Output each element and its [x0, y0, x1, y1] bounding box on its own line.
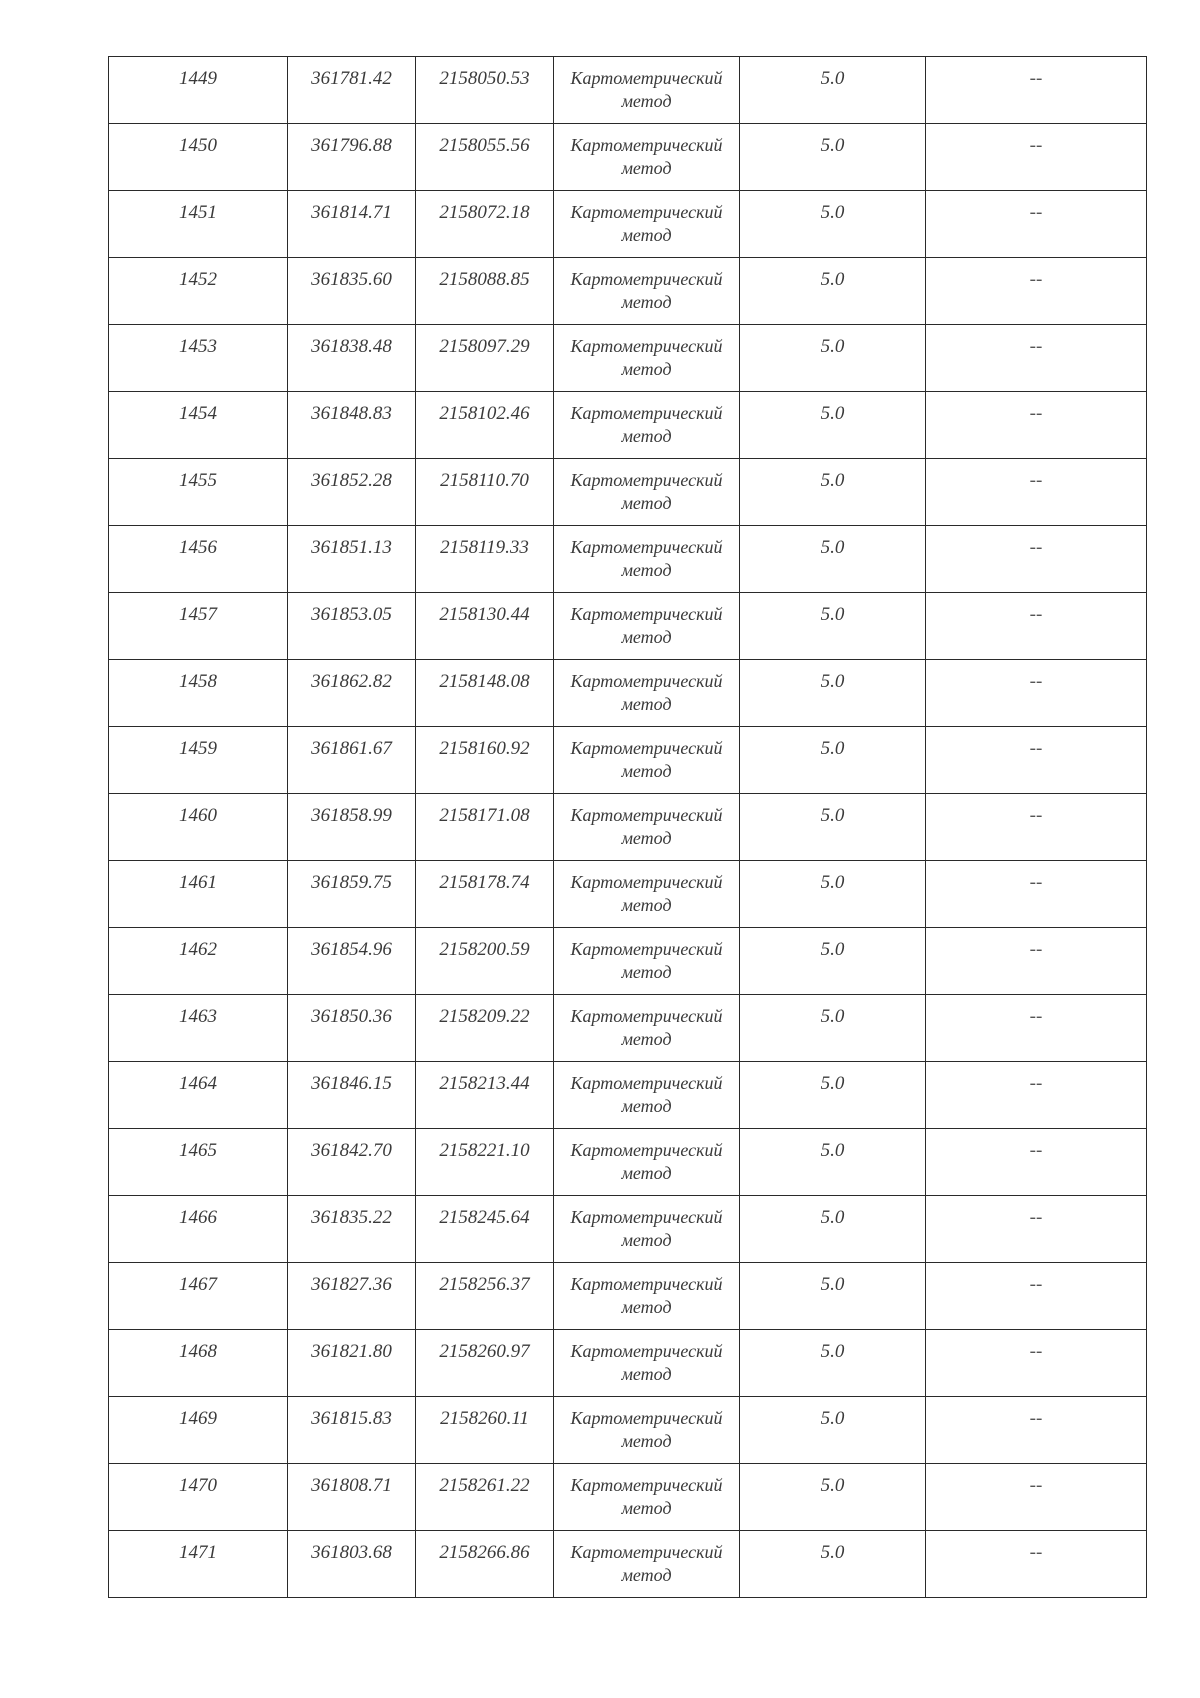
method-cell: Картометрический метод — [554, 124, 740, 191]
x-coordinate-cell: 361858.99 — [288, 794, 416, 861]
x-coordinate-cell: 361835.60 — [288, 258, 416, 325]
x-coordinate-cell: 361848.83 — [288, 392, 416, 459]
point-number-cell: 1471 — [109, 1531, 288, 1598]
accuracy-cell: 5.0 — [740, 1397, 926, 1464]
accuracy-cell: 5.0 — [740, 191, 926, 258]
table-row — [109, 1330, 1147, 1397]
table-row — [109, 861, 1147, 928]
point-number-cell: 1462 — [109, 928, 288, 995]
y-coordinate-cell: 2158119.33 — [416, 526, 554, 593]
accuracy-cell: 5.0 — [740, 995, 926, 1062]
accuracy-cell: 5.0 — [740, 526, 926, 593]
note-cell: -- — [926, 1062, 1147, 1129]
x-coordinate-cell: 361838.48 — [288, 325, 416, 392]
table-row — [109, 392, 1147, 459]
accuracy-cell: 5.0 — [740, 1129, 926, 1196]
method-cell: Картометрический метод — [554, 660, 740, 727]
accuracy-cell: 5.0 — [740, 124, 926, 191]
y-coordinate-cell: 2158072.18 — [416, 191, 554, 258]
y-coordinate-cell: 2158171.08 — [416, 794, 554, 861]
method-cell: Картометрический метод — [554, 995, 740, 1062]
y-coordinate-cell: 2158097.29 — [416, 325, 554, 392]
accuracy-cell: 5.0 — [740, 660, 926, 727]
table-row — [109, 124, 1147, 191]
x-coordinate-cell: 361827.36 — [288, 1263, 416, 1330]
method-cell: Картометрический метод — [554, 191, 740, 258]
table-row — [109, 928, 1147, 995]
accuracy-cell: 5.0 — [740, 1196, 926, 1263]
accuracy-cell: 5.0 — [740, 1464, 926, 1531]
table-row — [109, 727, 1147, 794]
method-cell: Картометрический метод — [554, 1196, 740, 1263]
table-row — [109, 1196, 1147, 1263]
point-number-cell: 1468 — [109, 1330, 288, 1397]
point-number-cell: 1466 — [109, 1196, 288, 1263]
note-cell: -- — [926, 1330, 1147, 1397]
table-row — [109, 1062, 1147, 1129]
point-number-cell: 1463 — [109, 995, 288, 1062]
note-cell: -- — [926, 727, 1147, 794]
method-cell: Картометрический метод — [554, 1062, 740, 1129]
note-cell: -- — [926, 1129, 1147, 1196]
point-number-cell: 1465 — [109, 1129, 288, 1196]
note-cell: -- — [926, 660, 1147, 727]
note-cell: -- — [926, 459, 1147, 526]
accuracy-cell: 5.0 — [740, 258, 926, 325]
note-cell: -- — [926, 1397, 1147, 1464]
method-cell: Картометрический метод — [554, 794, 740, 861]
note-cell: -- — [926, 392, 1147, 459]
table-row — [109, 593, 1147, 660]
note-cell: -- — [926, 593, 1147, 660]
y-coordinate-cell: 2158160.92 — [416, 727, 554, 794]
table-row — [109, 660, 1147, 727]
note-cell: -- — [926, 1531, 1147, 1598]
y-coordinate-cell: 2158245.64 — [416, 1196, 554, 1263]
accuracy-cell: 5.0 — [740, 1263, 926, 1330]
method-cell: Картометрический метод — [554, 727, 740, 794]
accuracy-cell: 5.0 — [740, 593, 926, 660]
point-number-cell: 1464 — [109, 1062, 288, 1129]
x-coordinate-cell: 361781.42 — [288, 57, 416, 124]
y-coordinate-cell: 2158130.44 — [416, 593, 554, 660]
y-coordinate-cell: 2158260.11 — [416, 1397, 554, 1464]
x-coordinate-cell: 361862.82 — [288, 660, 416, 727]
point-number-cell: 1458 — [109, 660, 288, 727]
table-row — [109, 325, 1147, 392]
method-cell: Картометрический метод — [554, 392, 740, 459]
table-row — [109, 1263, 1147, 1330]
point-number-cell: 1456 — [109, 526, 288, 593]
table-row — [109, 526, 1147, 593]
table-row — [109, 1531, 1147, 1598]
note-cell: -- — [926, 1464, 1147, 1531]
x-coordinate-cell: 361859.75 — [288, 861, 416, 928]
accuracy-cell: 5.0 — [740, 727, 926, 794]
method-cell: Картометрический метод — [554, 258, 740, 325]
table-row — [109, 1464, 1147, 1531]
y-coordinate-cell: 2158266.86 — [416, 1531, 554, 1598]
note-cell: -- — [926, 861, 1147, 928]
y-coordinate-cell: 2158088.85 — [416, 258, 554, 325]
point-number-cell: 1470 — [109, 1464, 288, 1531]
x-coordinate-cell: 361815.83 — [288, 1397, 416, 1464]
method-cell: Картометрический метод — [554, 1531, 740, 1598]
note-cell: -- — [926, 526, 1147, 593]
y-coordinate-cell: 2158261.22 — [416, 1464, 554, 1531]
x-coordinate-cell: 361808.71 — [288, 1464, 416, 1531]
method-cell: Картометрический метод — [554, 325, 740, 392]
method-cell: Картометрический метод — [554, 57, 740, 124]
note-cell: -- — [926, 928, 1147, 995]
x-coordinate-cell: 361803.68 — [288, 1531, 416, 1598]
note-cell: -- — [926, 124, 1147, 191]
y-coordinate-cell: 2158110.70 — [416, 459, 554, 526]
point-number-cell: 1449 — [109, 57, 288, 124]
y-coordinate-cell: 2158148.08 — [416, 660, 554, 727]
accuracy-cell: 5.0 — [740, 459, 926, 526]
accuracy-cell: 5.0 — [740, 325, 926, 392]
y-coordinate-cell: 2158200.59 — [416, 928, 554, 995]
point-number-cell: 1454 — [109, 392, 288, 459]
accuracy-cell: 5.0 — [740, 794, 926, 861]
table-row — [109, 191, 1147, 258]
x-coordinate-cell: 361850.36 — [288, 995, 416, 1062]
method-cell: Картометрический метод — [554, 1263, 740, 1330]
method-cell: Картометрический метод — [554, 459, 740, 526]
method-cell: Картометрический метод — [554, 1330, 740, 1397]
method-cell: Картометрический метод — [554, 861, 740, 928]
point-number-cell: 1452 — [109, 258, 288, 325]
y-coordinate-cell: 2158221.10 — [416, 1129, 554, 1196]
method-cell: Картометрический метод — [554, 1397, 740, 1464]
table-row — [109, 1397, 1147, 1464]
note-cell: -- — [926, 794, 1147, 861]
table-row — [109, 995, 1147, 1062]
x-coordinate-cell: 361821.80 — [288, 1330, 416, 1397]
point-number-cell: 1455 — [109, 459, 288, 526]
table-row — [109, 57, 1147, 124]
x-coordinate-cell: 361861.67 — [288, 727, 416, 794]
x-coordinate-cell: 361842.70 — [288, 1129, 416, 1196]
y-coordinate-cell: 2158209.22 — [416, 995, 554, 1062]
coordinates-table — [108, 56, 1147, 1598]
point-number-cell: 1469 — [109, 1397, 288, 1464]
method-cell: Картометрический метод — [554, 526, 740, 593]
note-cell: -- — [926, 57, 1147, 124]
accuracy-cell: 5.0 — [740, 1062, 926, 1129]
method-cell: Картометрический метод — [554, 928, 740, 995]
table-row — [109, 459, 1147, 526]
accuracy-cell: 5.0 — [740, 1531, 926, 1598]
point-number-cell: 1467 — [109, 1263, 288, 1330]
point-number-cell: 1460 — [109, 794, 288, 861]
y-coordinate-cell: 2158256.37 — [416, 1263, 554, 1330]
table-row — [109, 258, 1147, 325]
x-coordinate-cell: 361854.96 — [288, 928, 416, 995]
method-cell: Картометрический метод — [554, 1129, 740, 1196]
accuracy-cell: 5.0 — [740, 57, 926, 124]
note-cell: -- — [926, 1263, 1147, 1330]
note-cell: -- — [926, 325, 1147, 392]
note-cell: -- — [926, 258, 1147, 325]
point-number-cell: 1450 — [109, 124, 288, 191]
note-cell: -- — [926, 1196, 1147, 1263]
table-body — [109, 57, 1147, 1598]
y-coordinate-cell: 2158213.44 — [416, 1062, 554, 1129]
y-coordinate-cell: 2158055.56 — [416, 124, 554, 191]
y-coordinate-cell: 2158178.74 — [416, 861, 554, 928]
y-coordinate-cell: 2158102.46 — [416, 392, 554, 459]
x-coordinate-cell: 361796.88 — [288, 124, 416, 191]
x-coordinate-cell: 361846.15 — [288, 1062, 416, 1129]
note-cell: -- — [926, 191, 1147, 258]
x-coordinate-cell: 361851.13 — [288, 526, 416, 593]
y-coordinate-cell: 2158260.97 — [416, 1330, 554, 1397]
x-coordinate-cell: 361814.71 — [288, 191, 416, 258]
x-coordinate-cell: 361852.28 — [288, 459, 416, 526]
point-number-cell: 1461 — [109, 861, 288, 928]
accuracy-cell: 5.0 — [740, 928, 926, 995]
accuracy-cell: 5.0 — [740, 392, 926, 459]
method-cell: Картометрический метод — [554, 593, 740, 660]
table-row — [109, 1129, 1147, 1196]
point-number-cell: 1451 — [109, 191, 288, 258]
point-number-cell: 1457 — [109, 593, 288, 660]
method-cell: Картометрический метод — [554, 1464, 740, 1531]
point-number-cell: 1459 — [109, 727, 288, 794]
note-cell: -- — [926, 995, 1147, 1062]
x-coordinate-cell: 361853.05 — [288, 593, 416, 660]
accuracy-cell: 5.0 — [740, 861, 926, 928]
x-coordinate-cell: 361835.22 — [288, 1196, 416, 1263]
table-row — [109, 794, 1147, 861]
accuracy-cell: 5.0 — [740, 1330, 926, 1397]
point-number-cell: 1453 — [109, 325, 288, 392]
y-coordinate-cell: 2158050.53 — [416, 57, 554, 124]
